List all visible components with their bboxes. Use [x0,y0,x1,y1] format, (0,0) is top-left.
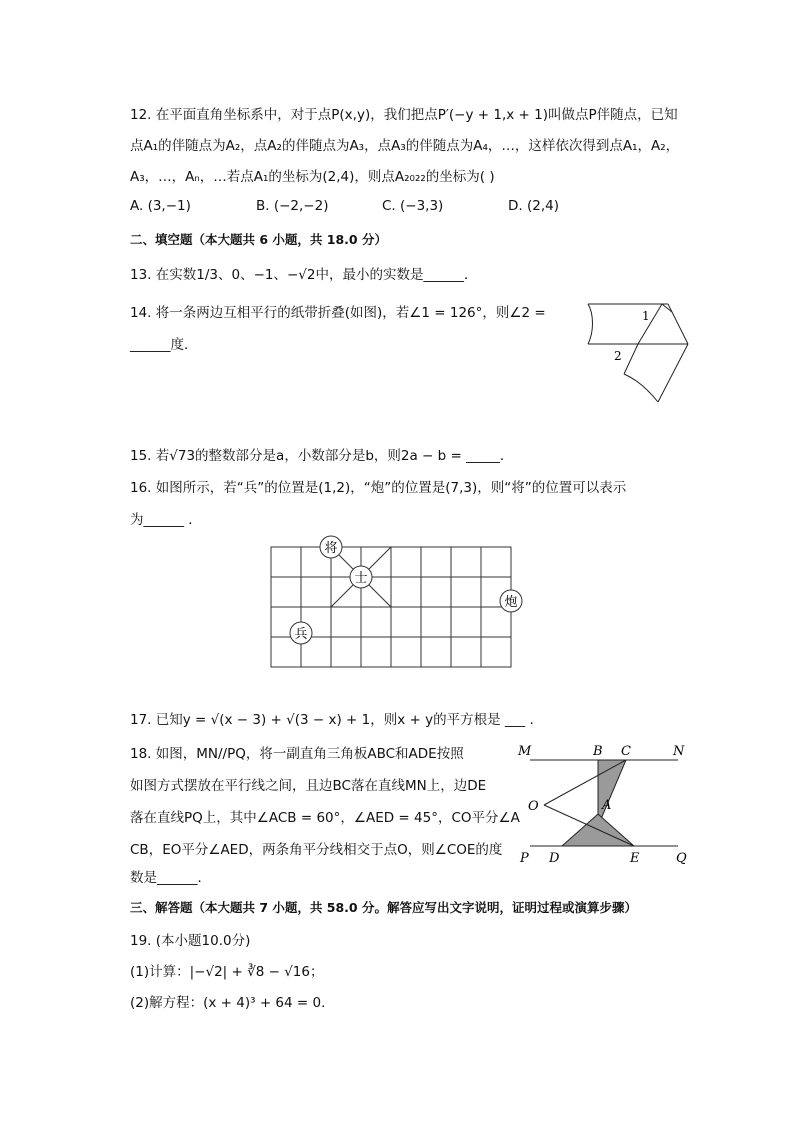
q18-line-2: 如图方式摆放在平行线之间，且边BC落在直线MN上，边DE [130,778,487,794]
q19-part-1: (1)计算：|−√2| + ∛8 − √16； [130,964,324,980]
chess-piece-shi-label: 士 [354,571,368,586]
q18-line-5: 数是______． [130,870,211,886]
chess-piece-pao-label: 炮 [504,595,518,610]
q12-option-c: C. (−3,3) [382,198,444,214]
q18-label-n: N [673,744,685,759]
chess-piece-bing [290,622,312,644]
q18-label-e: E [630,851,640,866]
q18-line-4: CB，EO平分∠AED，两条角平分线相交于点O，则∠COE的度 [130,842,503,858]
q16-line-2: 为______ ． [130,512,202,528]
q18-label-p: P [520,851,529,866]
q19-title: 19. (本小题10.0分) [130,933,251,949]
chess-piece-pao [500,590,522,612]
chess-piece-jiang [320,536,342,558]
q14-line-2: ______度． [130,337,198,353]
q12-option-d: D. (2,4) [508,198,559,214]
q12-line-3: A₃，…，Aₙ，…若点A₁的坐标为(2,4)，则点A₂₀₂₂的坐标为( ) [130,169,495,185]
chess-piece-bing-label: 兵 [294,627,308,642]
q19-part-2: (2)解方程：(x + 4)³ + 64 = 0． [130,995,335,1011]
q18-label-d: D [549,851,560,866]
q14-line-1: 14. 将一条两边互相平行的纸带折叠(如图)，若∠1 = 126°，则∠2 = [130,305,546,321]
q12-line-2: 点A₁的伴随点为A₂，点A₂的伴随点为A₃，点A₃的伴随点为A₄，…，这样依次得到点A₁，A₂， [130,138,680,154]
q18-label-b: B [593,744,603,759]
q18-line-3: 落在直线PQ上，其中∠ACB = 60°，∠AED = 45°，CO平分∠A [130,810,520,826]
q18-line-1: 18. 如图，MN//PQ，将一副直角三角板ABC和ADE按照 [130,746,464,762]
q15-text: 15. 若√73的整数部分是a，小数部分是b，则2a − b = _____． [130,448,514,464]
q12-option-b: B. (−2,−2) [256,198,329,214]
chess-piece-jiang-label: 将 [324,541,338,556]
q18-label-o: O [528,799,539,814]
q13-text: 13. 在实数1/3、0、−1、−√2中，最小的实数是______． [130,267,478,283]
q16-chess-board-figure [268,532,528,672]
q14-angle-2-label: 2 [614,349,622,363]
section-3-heading: 三、解答题（本大题共 7 小题，共 58.0 分。解答应写出文字说明，证明过程或演算步骤） [130,900,637,915]
section-2-heading: 二、填空题（本大题共 6 小题，共 18.0 分） [130,232,387,247]
q14-fold-figure [580,298,698,408]
q18-label-m: M [518,744,532,759]
q18-label-c: C [621,744,631,759]
q18-triangles-figure [510,738,700,868]
q17-text: 17. 已知y = √(x − 3) + √(3 − x) + 1，则x + y的平方根是 ___ . [130,712,534,728]
q12-option-a: A. (3,−1) [130,198,191,214]
q14-angle-1-label: 1 [642,309,650,323]
q16-line-1: 16. 如图所示，若“兵”的位置是(1,2)，“炮”的位置是(7,3)，则“将”的位置可以表示 [130,480,627,496]
q18-label-q: Q [676,851,687,866]
q18-label-a: A [602,798,612,813]
q12-line-1: 12. 在平面直角坐标系中，对于点P(x,y)，我们把点P′(−y + 1,x + 1)叫做点P伴随点，已知 [130,107,678,123]
chess-piece-shi [350,566,372,588]
